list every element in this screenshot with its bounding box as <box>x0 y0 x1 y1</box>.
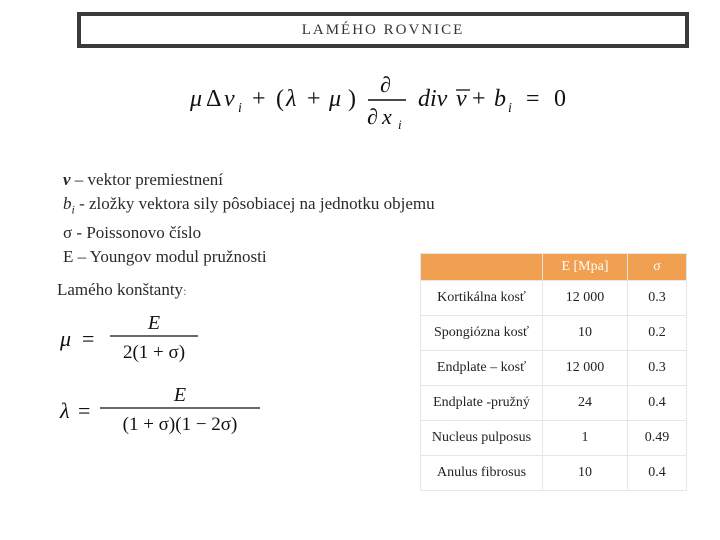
cell-material: Spongiózna kosť <box>421 316 543 351</box>
cell-e: 10 <box>543 456 628 491</box>
cell-sigma: 0.2 <box>628 316 687 351</box>
symbol-b: b <box>63 194 72 213</box>
lambda-equation <box>58 382 268 438</box>
lambda-symbol: λ <box>60 398 70 423</box>
eq-mu: μ <box>190 86 203 112</box>
slide-title: LAMÉHO ROVNICE <box>301 21 465 38</box>
cell-e: 12 000 <box>543 281 628 316</box>
cell-sigma: 0.4 <box>628 386 687 421</box>
lame-label-colon: : <box>183 284 187 298</box>
lambda-equals: = <box>78 398 91 423</box>
cell-material: Endplate – kosť <box>421 351 543 386</box>
mu-numerator: E <box>147 312 161 334</box>
cell-material: Endplate -pružný <box>421 386 543 421</box>
desc-b-text: - zložky vektora sily pôsobiacej na jednotku objemu <box>74 194 435 213</box>
header-e: E [Mpa] <box>543 254 628 281</box>
lame-label-text: Lamého konštanty <box>57 280 184 299</box>
mu-equation <box>58 310 208 366</box>
cell-sigma: 0.3 <box>628 351 687 386</box>
header-material <box>421 254 543 281</box>
eq-delta: Δ <box>206 86 222 112</box>
table-row <box>421 281 687 316</box>
lambda-denominator: (1 + σ)(1 − 2σ) <box>122 414 238 435</box>
eq-plus-3: + <box>472 86 486 112</box>
eq-plus-1: + <box>252 86 266 112</box>
eq-partial-top: ∂ <box>380 72 391 97</box>
desc-line-e: E – Youngov modul pružnosti <box>63 247 267 267</box>
eq-partial-bottom: ∂ <box>367 104 378 129</box>
eq-x: x <box>382 104 392 129</box>
mu-denominator: 2(1 + σ) <box>122 342 186 363</box>
cell-sigma: 0.4 <box>628 456 687 491</box>
eq-b: b <box>494 86 506 112</box>
eq-x-sub: i <box>398 117 402 130</box>
eq-rparen: ) <box>348 86 356 112</box>
eq-lparen: ( <box>276 86 284 112</box>
cell-material: Nucleus pulposus <box>421 421 543 456</box>
lambda-numerator: E <box>173 384 187 406</box>
eq-plus-2: + <box>307 86 321 112</box>
eq-mu-2: μ <box>329 86 342 112</box>
cell-material: Kortikálna kosť <box>421 281 543 316</box>
cell-sigma: 0.49 <box>628 421 687 456</box>
desc-line-sigma: σ - Poissonovo číslo <box>63 223 202 243</box>
table-header-row <box>421 254 687 281</box>
symbol-b-sub: i <box>71 202 75 217</box>
desc-line-v <box>63 168 435 192</box>
table-row <box>421 386 687 421</box>
lame-constants-label <box>57 280 186 300</box>
eq-div-v: v <box>456 86 467 112</box>
material-properties-table <box>420 253 687 491</box>
eq-b-sub: i <box>508 101 512 116</box>
symbol-v: v <box>63 170 71 189</box>
eq-zero: 0 <box>554 86 566 112</box>
desc-line-b <box>63 192 435 221</box>
title-box <box>77 12 689 48</box>
header-sigma: σ <box>628 254 687 281</box>
eq-lambda: λ <box>286 86 297 112</box>
eq-div: div <box>418 86 448 112</box>
cell-material: Anulus fibrosus <box>421 456 543 491</box>
lame-equation <box>190 68 590 130</box>
table-row <box>421 316 687 351</box>
table-row <box>421 421 687 456</box>
cell-e: 1 <box>543 421 628 456</box>
cell-e: 10 <box>543 316 628 351</box>
table-row <box>421 351 687 386</box>
cell-e: 24 <box>543 386 628 421</box>
eq-v: v <box>224 86 235 112</box>
eq-equals: = <box>526 86 540 112</box>
mu-symbol: μ <box>60 326 72 351</box>
table-row <box>421 456 687 491</box>
desc-v-text: – vektor premiestnení <box>70 170 224 189</box>
symbol-descriptions <box>63 168 435 269</box>
eq-v-sub: i <box>238 101 242 116</box>
cell-sigma: 0.3 <box>628 281 687 316</box>
cell-e: 12 000 <box>543 351 628 386</box>
mu-equals: = <box>82 326 95 351</box>
